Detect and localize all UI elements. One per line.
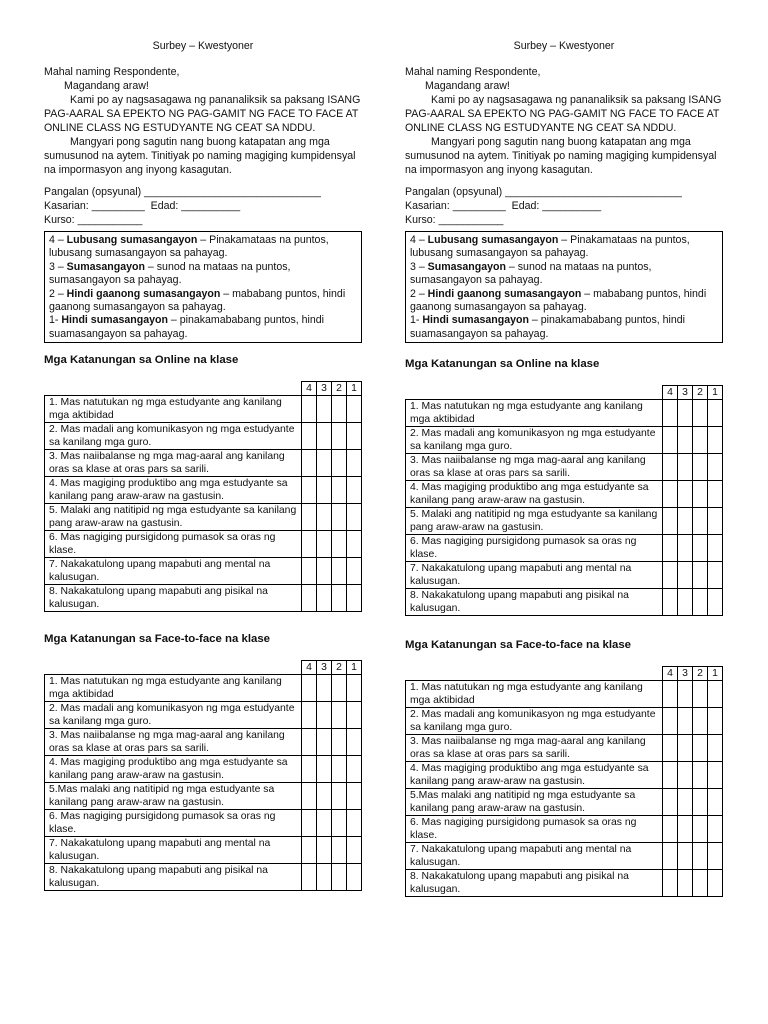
- table-row: [406, 681, 723, 708]
- scale-number: 2 –: [49, 287, 67, 300]
- rating-cell-1[interactable]: [708, 508, 723, 535]
- rating-cell-3[interactable]: [678, 589, 693, 616]
- rating-cell-3[interactable]: [678, 454, 693, 481]
- rating-cell-3[interactable]: [678, 708, 693, 735]
- section-title-online: Mga Katanungan sa Online na klase: [405, 358, 600, 371]
- section-title-f2f: Mga Katanungan sa Face-to-face na klase: [405, 639, 631, 652]
- table-row: [406, 735, 723, 762]
- rating-cell-3[interactable]: [317, 783, 332, 810]
- rating-cell-3[interactable]: [678, 789, 693, 816]
- scale-number: 3 –: [49, 260, 67, 273]
- rating-cell-3[interactable]: [678, 400, 693, 427]
- table-row: [45, 810, 362, 837]
- rating-cell-4[interactable]: [302, 702, 317, 729]
- rating-header: 4: [663, 386, 678, 400]
- rating-header: 2: [332, 661, 347, 675]
- respondent-form: [405, 185, 723, 227]
- table-header-row: [45, 382, 362, 396]
- rating-cell-2[interactable]: [693, 735, 708, 762]
- rating-cell-4[interactable]: [302, 783, 317, 810]
- rating-cell-2[interactable]: [332, 810, 347, 837]
- scale-description: – sunod na mataas na puntos, sumasangayon sa pahayag.: [410, 260, 652, 287]
- intro-letter: [405, 65, 723, 177]
- rating-cell-4[interactable]: [663, 562, 678, 589]
- rating-cell-4[interactable]: [663, 427, 678, 454]
- survey-title: Surbey – Kwestyoner: [513, 40, 615, 52]
- rating-cell-1[interactable]: [708, 870, 723, 897]
- rating-cell-2[interactable]: [332, 558, 347, 585]
- rating-cell-3[interactable]: [678, 762, 693, 789]
- scale-item: [49, 314, 357, 341]
- question-text: 1. Mas natutukan ng mga estudyante ang kanilang mga aktibidad: [45, 396, 302, 423]
- rating-scale-legend: [44, 231, 362, 343]
- scale-item: [49, 288, 357, 315]
- scale-description: – mababang puntos, hindi gaanong sumasangayon sa pahayag.: [410, 287, 707, 314]
- rating-cell-2[interactable]: [693, 708, 708, 735]
- respondent-form: [44, 185, 362, 227]
- intro-paragraph: Kami po ay nagsasagawa ng pananaliksik sa paksang ISANG PAG-AARAL SA EPEKTO NG PAG-GAMIT NG FACE TO FACE AT ONLINE CLASS NG ESTUDYANTE NG CEAT SA NDDU.: [405, 94, 722, 134]
- table-row: [45, 702, 362, 729]
- question-text: 4. Mas magiging produktibo ang mga estudyante sa kanilang pang araw-araw na gastusin.: [406, 762, 663, 789]
- table-row: [45, 729, 362, 756]
- scale-item: [410, 234, 718, 261]
- rating-cell-1[interactable]: [347, 504, 362, 531]
- question-text: 1. Mas natutukan ng mga estudyante ang kanilang mga aktibidad: [406, 400, 663, 427]
- rating-header: 2: [693, 386, 708, 400]
- question-text: 6. Mas nagiging pursigidong pumasok sa oras ng klase.: [406, 816, 663, 843]
- rating-cell-4[interactable]: [663, 589, 678, 616]
- rating-cell-1[interactable]: [347, 729, 362, 756]
- rating-cell-4[interactable]: [663, 816, 678, 843]
- question-text: 4. Mas magiging produktibo ang mga estudyante sa kanilang pang araw-araw na gastusin.: [45, 477, 302, 504]
- rating-cell-4[interactable]: [663, 870, 678, 897]
- table-row: [406, 589, 723, 616]
- rating-cell-4[interactable]: [302, 756, 317, 783]
- rating-cell-1[interactable]: [347, 585, 362, 612]
- rating-cell-3[interactable]: [678, 816, 693, 843]
- rating-header: 1: [347, 382, 362, 396]
- header-blank-cell: [406, 386, 663, 400]
- table-row: [45, 531, 362, 558]
- table-row: [406, 789, 723, 816]
- table-row: [406, 762, 723, 789]
- rating-cell-1[interactable]: [347, 675, 362, 702]
- rating-header: 2: [332, 382, 347, 396]
- question-text: 8. Nakakatulong upang mapabuti ang pisikal na kalusugan.: [45, 864, 302, 891]
- rating-cell-3[interactable]: [678, 427, 693, 454]
- rating-cell-1[interactable]: [708, 562, 723, 589]
- rating-cell-2[interactable]: [332, 675, 347, 702]
- rating-cell-3[interactable]: [317, 423, 332, 450]
- rating-cell-3[interactable]: [678, 562, 693, 589]
- kurso-label: Kurso:: [44, 214, 75, 226]
- rating-cell-2[interactable]: [332, 702, 347, 729]
- rating-cell-3[interactable]: [678, 535, 693, 562]
- rating-cell-3[interactable]: [317, 702, 332, 729]
- rating-cell-3[interactable]: [317, 864, 332, 891]
- rating-cell-1[interactable]: [347, 396, 362, 423]
- table-row: [45, 864, 362, 891]
- f2f-questions-table: [405, 666, 723, 897]
- rating-cell-4[interactable]: [302, 558, 317, 585]
- rating-cell-1[interactable]: [708, 789, 723, 816]
- table-row: [45, 423, 362, 450]
- rating-cell-4[interactable]: [663, 735, 678, 762]
- table-row: [45, 396, 362, 423]
- rating-header: 3: [678, 667, 693, 681]
- rating-cell-4[interactable]: [302, 531, 317, 558]
- rating-cell-2[interactable]: [332, 864, 347, 891]
- question-text: 2. Mas madali ang komunikasyon ng mga estudyante sa kanilang mga guro.: [406, 427, 663, 454]
- salutation: Mahal naming Respondente,: [44, 66, 180, 78]
- kasarian-label: Kasarian:: [44, 200, 89, 212]
- question-text: 3. Mas naiibalanse ng mga mag-aaral ang kanilang oras sa klase at oras pars sa sarili.: [406, 735, 663, 762]
- rating-cell-2[interactable]: [332, 783, 347, 810]
- kasarian-label: Kasarian:: [405, 200, 450, 212]
- rating-cell-4[interactable]: [663, 454, 678, 481]
- rating-cell-2[interactable]: [332, 450, 347, 477]
- edad-blank[interactable]: __________: [181, 200, 241, 212]
- greeting: Magandang araw!: [64, 80, 149, 92]
- rating-cell-1[interactable]: [347, 810, 362, 837]
- header-blank-cell: [406, 667, 663, 681]
- table-row: [45, 558, 362, 585]
- rating-cell-4[interactable]: [302, 729, 317, 756]
- rating-cell-2[interactable]: [693, 762, 708, 789]
- rating-cell-3[interactable]: [317, 810, 332, 837]
- question-text: 7. Nakakatulong upang mapabuti ang mental na kalusugan.: [406, 562, 663, 589]
- rating-cell-4[interactable]: [302, 450, 317, 477]
- rating-cell-2[interactable]: [332, 756, 347, 783]
- question-text: 2. Mas madali ang komunikasyon ng mga estudyante sa kanilang mga guro.: [406, 708, 663, 735]
- question-text: 6. Mas nagiging pursigidong pumasok sa oras ng klase.: [45, 810, 302, 837]
- pangalan-label: Pangalan (opsyunal): [405, 186, 503, 198]
- intro-letter: [44, 65, 362, 177]
- rating-cell-1[interactable]: [708, 400, 723, 427]
- rating-header: 4: [663, 667, 678, 681]
- rating-cell-4[interactable]: [302, 396, 317, 423]
- intro-paragraph: Kami po ay nagsasagawa ng pananaliksik sa paksang ISANG PAG-AARAL SA EPEKTO NG PAG-GAMIT NG FACE TO FACE AT ONLINE CLASS NG ESTUDYANTE NG CEAT SA NDDU.: [44, 94, 361, 134]
- question-text: 5. Malaki ang natitipid ng mga estudyante sa kanilang pang araw-araw na gastusin.: [45, 504, 302, 531]
- scale-label: Lubusang sumasangayon: [66, 234, 198, 246]
- pangalan-blank[interactable]: ______________________________: [144, 186, 321, 198]
- scale-number: 4 –: [49, 234, 67, 246]
- rating-cell-2[interactable]: [332, 423, 347, 450]
- question-text: 1. Mas natutukan ng mga estudyante ang kanilang mga aktibidad: [406, 681, 663, 708]
- scale-description: – Pinakamataas na puntos, lubusang sumasangayon sa pahayag.: [410, 234, 690, 260]
- rating-cell-2[interactable]: [693, 681, 708, 708]
- pangalan-field[interactable]: [44, 185, 362, 199]
- question-text: 8. Nakakatulong upang mapabuti ang pisikal na kalusugan.: [406, 589, 663, 616]
- question-text: 7. Nakakatulong upang mapabuti ang mental na kalusugan.: [406, 843, 663, 870]
- rating-header: 3: [317, 661, 332, 675]
- online-questions-table: [405, 385, 723, 616]
- rating-cell-3[interactable]: [317, 729, 332, 756]
- question-text: 7. Nakakatulong upang mapabuti ang mental na kalusugan.: [45, 837, 302, 864]
- table-row: [45, 585, 362, 612]
- rating-cell-1[interactable]: [708, 843, 723, 870]
- kurso-blank[interactable]: ___________: [438, 214, 504, 226]
- question-text: 5.Mas malaki ang natitipid ng mga estudyante sa kanilang pang araw-araw na gastusin.: [406, 789, 663, 816]
- rating-cell-2[interactable]: [332, 531, 347, 558]
- rating-cell-2[interactable]: [332, 837, 347, 864]
- header-blank-cell: [45, 382, 302, 396]
- rating-cell-1[interactable]: [708, 589, 723, 616]
- rating-cell-3[interactable]: [678, 735, 693, 762]
- rating-cell-1[interactable]: [708, 816, 723, 843]
- table-header-row: [45, 661, 362, 675]
- rating-cell-2[interactable]: [693, 535, 708, 562]
- rating-cell-1[interactable]: [708, 708, 723, 735]
- rating-cell-2[interactable]: [693, 870, 708, 897]
- scale-item: [49, 261, 357, 288]
- rating-cell-3[interactable]: [678, 508, 693, 535]
- salutation: Mahal naming Respondente,: [405, 66, 541, 78]
- rating-cell-1[interactable]: [347, 558, 362, 585]
- rating-cell-1[interactable]: [708, 681, 723, 708]
- rating-cell-4[interactable]: [663, 708, 678, 735]
- question-text: 1. Mas natutukan ng mga estudyante ang kanilang mga aktibidad: [45, 675, 302, 702]
- scale-item: [410, 261, 718, 288]
- table-row: [45, 837, 362, 864]
- rating-cell-1[interactable]: [347, 783, 362, 810]
- rating-header: 1: [347, 661, 362, 675]
- rating-cell-2[interactable]: [332, 504, 347, 531]
- rating-cell-4[interactable]: [302, 477, 317, 504]
- question-text: 2. Mas madali ang komunikasyon ng mga estudyante sa kanilang mga guro.: [45, 423, 302, 450]
- rating-cell-2[interactable]: [332, 396, 347, 423]
- rating-cell-3[interactable]: [317, 756, 332, 783]
- question-text: 5.Mas malaki ang natitipid ng mga estudyante sa kanilang pang araw-araw na gastusin.: [45, 783, 302, 810]
- rating-cell-2[interactable]: [693, 508, 708, 535]
- pangalan-label: Pangalan (opsyunal): [44, 186, 142, 198]
- rating-cell-1[interactable]: [347, 702, 362, 729]
- scale-number: 4 –: [410, 234, 428, 246]
- rating-cell-1[interactable]: [347, 423, 362, 450]
- table-row: [406, 427, 723, 454]
- rating-cell-3[interactable]: [678, 481, 693, 508]
- rating-cell-1[interactable]: [708, 735, 723, 762]
- scale-number: 3 –: [410, 260, 428, 273]
- table-row: [45, 783, 362, 810]
- rating-cell-2[interactable]: [693, 816, 708, 843]
- rating-cell-3[interactable]: [678, 843, 693, 870]
- rating-cell-1[interactable]: [347, 477, 362, 504]
- rating-cell-3[interactable]: [317, 837, 332, 864]
- scale-label: Lubusang sumasangayon: [427, 234, 559, 246]
- rating-cell-4[interactable]: [302, 585, 317, 612]
- online-questions-table: [44, 381, 362, 612]
- rating-cell-3[interactable]: [317, 531, 332, 558]
- scale-description: – pinakamababang puntos, hindi suamasangayon sa pahayag.: [410, 314, 686, 340]
- rating-cell-3[interactable]: [317, 477, 332, 504]
- rating-cell-1[interactable]: [347, 450, 362, 477]
- table-row: [406, 870, 723, 897]
- rating-cell-2[interactable]: [332, 729, 347, 756]
- rating-cell-4[interactable]: [663, 681, 678, 708]
- scale-item: [410, 288, 718, 315]
- rating-cell-4[interactable]: [302, 423, 317, 450]
- question-text: 6. Mas nagiging pursigidong pumasok sa oras ng klase.: [406, 535, 663, 562]
- rating-cell-2[interactable]: [693, 427, 708, 454]
- question-text: 4. Mas magiging produktibo ang mga estudyante sa kanilang pang araw-araw na gastusin.: [406, 481, 663, 508]
- greeting: Magandang araw!: [425, 80, 510, 92]
- rating-cell-1[interactable]: [708, 481, 723, 508]
- scale-description: – sunod na mataas na puntos, sumasangayon sa pahayag.: [49, 260, 291, 287]
- edad-label: Edad:: [511, 200, 540, 212]
- f2f-questions-table: [44, 660, 362, 891]
- question-text: 3. Mas naiibalanse ng mga mag-aaral ang kanilang oras sa klase at oras pars sa sarili.: [406, 454, 663, 481]
- rating-cell-2[interactable]: [693, 400, 708, 427]
- pangalan-field[interactable]: [405, 185, 723, 199]
- question-text: 8. Nakakatulong upang mapabuti ang pisikal na kalusugan.: [406, 870, 663, 897]
- rating-cell-2[interactable]: [332, 585, 347, 612]
- question-text: 3. Mas naiibalanse ng mga mag-aaral ang kanilang oras sa klase at oras pars sa sarili.: [45, 450, 302, 477]
- rating-cell-1[interactable]: [708, 535, 723, 562]
- survey-copy-right: [405, 39, 723, 897]
- rating-cell-4[interactable]: [663, 400, 678, 427]
- table-row: [45, 477, 362, 504]
- scale-label: Hindi gaanong sumasangayon: [427, 287, 582, 300]
- section-title-f2f: Mga Katanungan sa Face-to-face na klase: [44, 633, 270, 646]
- scale-number: 1-: [49, 314, 62, 327]
- table-row: [406, 843, 723, 870]
- rating-cell-1[interactable]: [347, 837, 362, 864]
- table-header-row: [406, 667, 723, 681]
- table-row: [406, 481, 723, 508]
- rating-cell-1[interactable]: [708, 427, 723, 454]
- table-row: [45, 450, 362, 477]
- rating-cell-4[interactable]: [663, 481, 678, 508]
- question-text: 2. Mas madali ang komunikasyon ng mga estudyante sa kanilang mga guro.: [45, 702, 302, 729]
- rating-cell-4[interactable]: [663, 762, 678, 789]
- scale-description: – Pinakamataas na puntos, lubusang sumasangayon sa pahayag.: [49, 234, 329, 260]
- rating-cell-3[interactable]: [317, 504, 332, 531]
- scale-description: – pinakamababang puntos, hindi suamasangayon sa pahayag.: [49, 314, 325, 340]
- table-row: [406, 508, 723, 535]
- rating-cell-4[interactable]: [663, 535, 678, 562]
- rating-cell-2[interactable]: [693, 562, 708, 589]
- rating-cell-3[interactable]: [317, 450, 332, 477]
- rating-cell-2[interactable]: [693, 843, 708, 870]
- rating-cell-4[interactable]: [302, 504, 317, 531]
- rating-cell-4[interactable]: [663, 508, 678, 535]
- table-row: [45, 756, 362, 783]
- question-text: 6. Mas nagiging pursigidong pumasok sa oras ng klase.: [45, 531, 302, 558]
- question-text: 7. Nakakatulong upang mapabuti ang mental na kalusugan.: [45, 558, 302, 585]
- scale-label: Sumasangayon: [66, 260, 145, 273]
- scale-number: 1-: [410, 314, 423, 327]
- rating-cell-3[interactable]: [317, 558, 332, 585]
- scale-label: Hindi sumasangayon: [422, 314, 529, 327]
- rating-cell-2[interactable]: [332, 477, 347, 504]
- rating-header: 4: [302, 382, 317, 396]
- question-text: 4. Mas magiging produktibo ang mga estudyante sa kanilang pang araw-araw na gastusin.: [45, 756, 302, 783]
- scale-label: Hindi gaanong sumasangayon: [66, 287, 221, 300]
- rating-scale-legend: [405, 231, 723, 343]
- table-row: [406, 562, 723, 589]
- rating-cell-1[interactable]: [347, 531, 362, 558]
- survey-copy-left: [44, 39, 362, 891]
- rating-cell-3[interactable]: [678, 681, 693, 708]
- table-row: [406, 535, 723, 562]
- rating-cell-3[interactable]: [317, 396, 332, 423]
- edad-label: Edad:: [150, 200, 179, 212]
- rating-cell-2[interactable]: [693, 481, 708, 508]
- question-text: 5. Malaki ang natitipid ng mga estudyante sa kanilang pang araw-araw na gastusin.: [406, 508, 663, 535]
- section-title-online: Mga Katanungan sa Online na klase: [44, 354, 239, 367]
- rating-cell-3[interactable]: [678, 870, 693, 897]
- rating-cell-3[interactable]: [317, 675, 332, 702]
- kasarian-blank[interactable]: _________: [452, 200, 506, 212]
- rating-cell-2[interactable]: [693, 589, 708, 616]
- rating-header: 3: [317, 382, 332, 396]
- rating-cell-2[interactable]: [693, 454, 708, 481]
- table-row: [406, 400, 723, 427]
- scale-label: Hindi sumasangayon: [61, 314, 168, 327]
- rating-header: 1: [708, 667, 723, 681]
- rating-cell-4[interactable]: [302, 810, 317, 837]
- kurso-blank[interactable]: ___________: [77, 214, 143, 226]
- pangalan-blank[interactable]: ______________________________: [505, 186, 682, 198]
- scale-description: – mababang puntos, hindi gaanong sumasangayon sa pahayag.: [49, 287, 346, 314]
- header-blank-cell: [45, 661, 302, 675]
- instruction-paragraph: Mangyari pong sagutin nang buong katapatan ang mga sumusunod na aytem. Tinitiyak po naming magiging kumpidensyal na impormasyon ang inyong kasagutan.: [405, 136, 717, 176]
- scale-label: Sumasangayon: [427, 260, 506, 273]
- scale-number: 2 –: [410, 287, 428, 300]
- question-text: 8. Nakakatulong upang mapabuti ang pisikal na kalusugan.: [45, 585, 302, 612]
- rating-header: 4: [302, 661, 317, 675]
- rating-cell-4[interactable]: [302, 675, 317, 702]
- kurso-label: Kurso:: [405, 214, 436, 226]
- rating-cell-1[interactable]: [708, 762, 723, 789]
- rating-header: 2: [693, 667, 708, 681]
- table-row: [406, 454, 723, 481]
- kasarian-blank[interactable]: _________: [91, 200, 145, 212]
- edad-blank[interactable]: __________: [542, 200, 602, 212]
- question-text: 3. Mas naiibalanse ng mga mag-aaral ang kanilang oras sa klase at oras pars sa sarili.: [45, 729, 302, 756]
- rating-cell-3[interactable]: [317, 585, 332, 612]
- rating-cell-4[interactable]: [663, 789, 678, 816]
- rating-cell-1[interactable]: [347, 864, 362, 891]
- survey-title: Surbey – Kwestyoner: [152, 40, 254, 52]
- instruction-paragraph: Mangyari pong sagutin nang buong katapatan ang mga sumusunod na aytem. Tinitiyak po naming magiging kumpidensyal na impormasyon ang inyong kasagutan.: [44, 136, 356, 176]
- rating-cell-2[interactable]: [693, 789, 708, 816]
- rating-header: 1: [708, 386, 723, 400]
- rating-cell-1[interactable]: [347, 756, 362, 783]
- table-row: [406, 816, 723, 843]
- scale-item: [49, 234, 357, 261]
- rating-cell-4[interactable]: [663, 843, 678, 870]
- table-row: [406, 708, 723, 735]
- rating-cell-4[interactable]: [302, 837, 317, 864]
- table-row: [45, 675, 362, 702]
- table-row: [45, 504, 362, 531]
- table-header-row: [406, 386, 723, 400]
- rating-cell-4[interactable]: [302, 864, 317, 891]
- rating-header: 3: [678, 386, 693, 400]
- rating-cell-1[interactable]: [708, 454, 723, 481]
- scale-item: [410, 314, 718, 341]
